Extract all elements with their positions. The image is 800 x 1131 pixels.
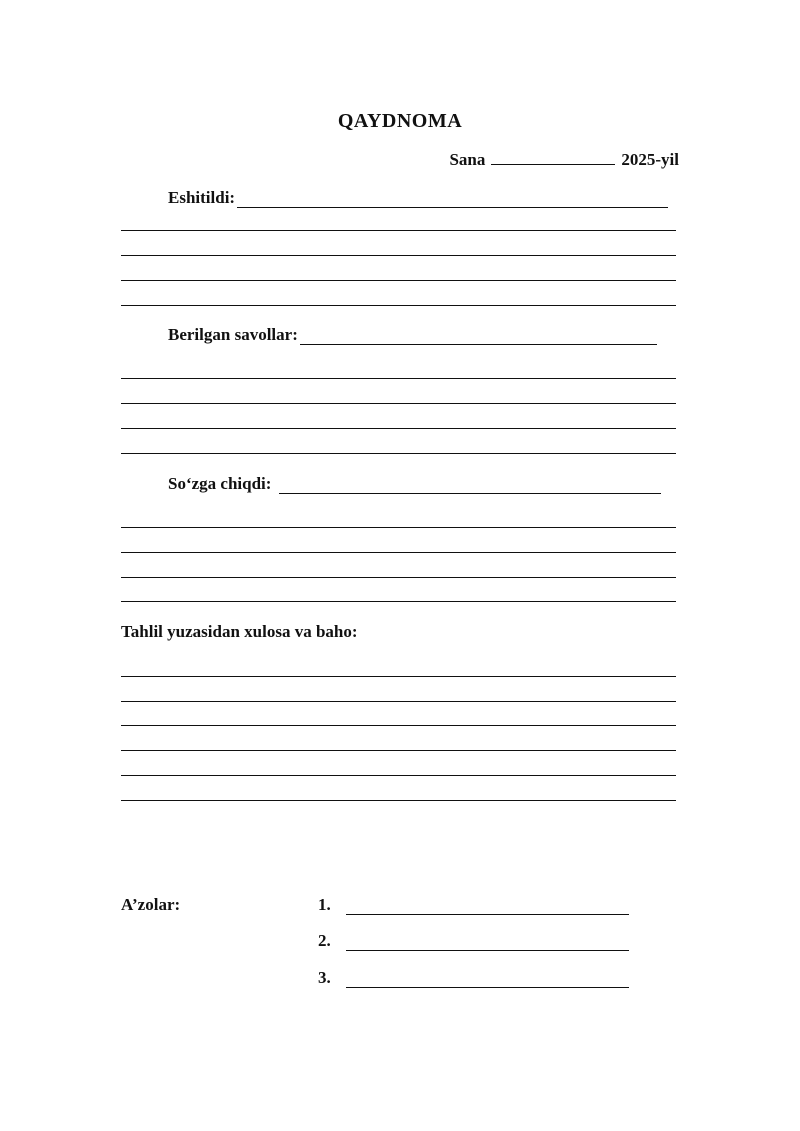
eshitildi-row xyxy=(168,188,668,208)
xulosa-line-2[interactable] xyxy=(121,701,676,702)
eshitildi-label: Eshitildi: xyxy=(168,188,236,207)
xulosa-line-3[interactable] xyxy=(121,725,676,726)
savollar-line-1[interactable] xyxy=(121,378,676,379)
sozga-line-3[interactable] xyxy=(121,577,676,578)
page-title: QAYDNOMA xyxy=(337,110,463,132)
savollar-line-3[interactable] xyxy=(121,428,676,429)
date-year: 2025-yil xyxy=(621,150,679,169)
date-label: Sana xyxy=(449,150,486,169)
sozga-label: So‘zga chiqdi: xyxy=(168,474,272,493)
xulosa-heading: Tahlil yuzasidan xulosa va baho: xyxy=(121,622,358,641)
savollar-line-2[interactable] xyxy=(121,403,676,404)
member-number-1: 1. xyxy=(318,895,331,914)
date-line xyxy=(449,150,679,170)
members-label: A’zolar: xyxy=(121,895,181,914)
eshitildi-fill-line[interactable] xyxy=(237,191,668,208)
xulosa-line-6[interactable] xyxy=(121,800,676,801)
eshitildi-line-2[interactable] xyxy=(121,255,676,256)
sozga-line-4[interactable] xyxy=(121,601,676,602)
sozga-fill-line[interactable] xyxy=(279,477,661,494)
eshitildi-line-3[interactable] xyxy=(121,280,676,281)
xulosa-line-5[interactable] xyxy=(121,775,676,776)
xulosa-line-4[interactable] xyxy=(121,750,676,751)
date-blank-field[interactable] xyxy=(491,150,615,165)
sozga-line-1[interactable] xyxy=(121,527,676,528)
member-signature-line-2[interactable] xyxy=(346,934,629,951)
member-row-3 xyxy=(318,968,629,988)
member-signature-line-1[interactable] xyxy=(346,898,629,915)
sozga-row xyxy=(168,474,661,494)
member-row-1 xyxy=(318,895,629,915)
savollar-line-4[interactable] xyxy=(121,453,676,454)
member-row-2 xyxy=(318,931,629,951)
xulosa-line-1[interactable] xyxy=(121,676,676,677)
member-number-2: 2. xyxy=(318,931,331,950)
savollar-label: Berilgan savollar: xyxy=(168,325,298,344)
eshitildi-line-4[interactable] xyxy=(121,305,676,306)
member-signature-line-3[interactable] xyxy=(346,971,629,988)
sozga-line-2[interactable] xyxy=(121,552,676,553)
member-number-3: 3. xyxy=(318,968,331,987)
eshitildi-line-1[interactable] xyxy=(121,230,676,231)
savollar-row xyxy=(168,325,657,345)
savollar-fill-line[interactable] xyxy=(300,328,657,345)
